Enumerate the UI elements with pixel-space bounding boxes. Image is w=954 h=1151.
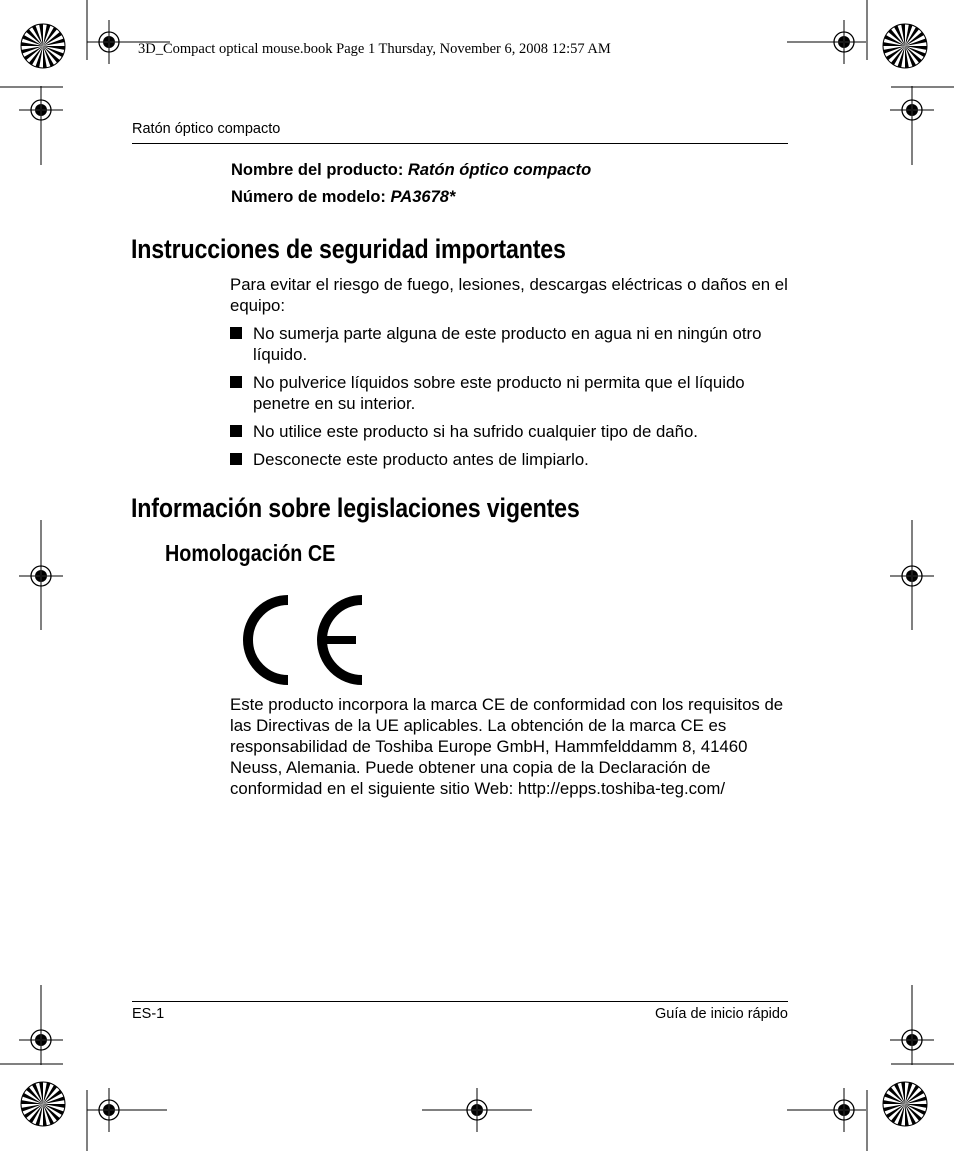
registration-mark-icon	[890, 554, 934, 598]
starburst-target-icon	[883, 24, 927, 68]
list-item	[230, 372, 790, 414]
registration-mark-icon	[822, 20, 866, 64]
model-number-label: Número de modelo:	[231, 188, 391, 206]
page-number: ES-1	[132, 1006, 165, 1022]
bullet-square-icon	[230, 453, 242, 465]
registration-mark-icon	[19, 554, 63, 598]
ce-body-text: Este producto incorpora la marca CE de conformidad con los requisitos de las Directivas de la UE aplicables. La obtención de la marca CE es responsabilidad de Toshiba Europe GmbH, Hammfelddamm 8, 41460 Neuss, Alemania. Puede obtener una copia de la Declaración de conformidad en el siguiente sitio Web: http://epps.toshiba-teg.com/	[230, 695, 784, 798]
bullet-square-icon	[230, 425, 242, 437]
registration-mark-icon	[822, 1088, 866, 1132]
legal-heading: Información sobre legislaciones vigentes	[131, 493, 580, 523]
starburst-target-icon	[883, 1082, 927, 1126]
print-slug: 3D_Compact optical mouse.book Page 1 Thursday, November 6, 2008 12:57 AM	[138, 41, 611, 57]
safety-heading: Instrucciones de seguridad importantes	[131, 234, 566, 264]
bullet-square-icon	[230, 327, 242, 339]
registration-mark-icon	[19, 88, 63, 132]
registration-mark-icon	[19, 1018, 63, 1062]
safety-list	[230, 323, 790, 477]
list-item-text: Desconecte este producto antes de limpiarlo.	[253, 450, 589, 469]
registration-mark-icon	[890, 1018, 934, 1062]
ce-subheading: Homologación CE	[165, 540, 336, 566]
registration-mark-icon	[87, 20, 131, 64]
product-name-line	[231, 161, 591, 180]
model-number-line	[231, 188, 455, 207]
list-item-text: No sumerja parte alguna de este producto en agua ni en ningún otro líquido.	[253, 324, 762, 364]
list-item	[230, 421, 790, 442]
list-item-text: No pulverice líquidos sobre este producto ni permita que el líquido penetre en su interior.	[253, 373, 745, 413]
running-head: Ratón óptico compacto	[132, 121, 281, 137]
product-name-label: Nombre del producto:	[231, 161, 408, 179]
registration-mark-icon	[890, 88, 934, 132]
bullet-square-icon	[230, 376, 242, 388]
product-name-value: Ratón óptico compacto	[407, 161, 592, 179]
starburst-target-icon	[21, 24, 65, 68]
footer-rule	[132, 1001, 788, 1002]
registration-mark-icon	[87, 1088, 131, 1132]
list-item	[230, 449, 790, 470]
header-rule	[132, 143, 788, 144]
ce-mark-logo	[238, 594, 368, 686]
model-number-value: PA3678*	[390, 188, 456, 206]
safety-intro: Para evitar el riesgo de fuego, lesiones, descargas eléctricas o daños en el equipo:	[230, 275, 788, 315]
registration-mark-icon	[455, 1088, 499, 1132]
starburst-target-icon	[21, 1082, 65, 1126]
list-item-text: No utilice este producto si ha sufrido cualquier tipo de daño.	[253, 422, 698, 441]
guide-title: Guía de inicio rápido	[655, 1006, 788, 1022]
list-item	[230, 323, 790, 365]
